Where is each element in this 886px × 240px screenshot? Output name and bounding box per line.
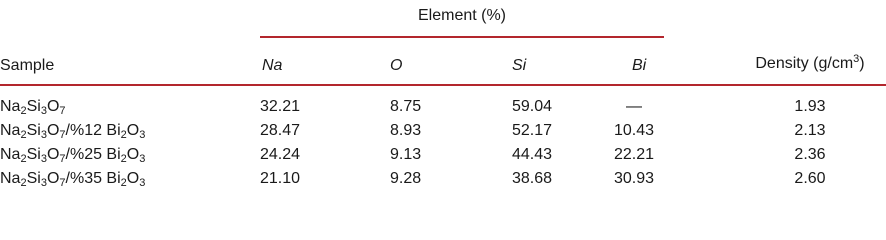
sample-cell: $Na_2Si_3O_7/\%12$ $Bi_2O_3$ bbox=[0, 122, 146, 141]
na-cell: 21.10 bbox=[260, 170, 301, 187]
o-cell: 9.28 bbox=[390, 170, 422, 187]
column-header-density: Density $(g/cm^3)$ bbox=[755, 53, 865, 72]
si-cell: 59.04 bbox=[512, 98, 553, 115]
na-cell: 24.24 bbox=[260, 146, 301, 163]
na-cell: 32.21 bbox=[260, 98, 301, 115]
density-cell: 2.36 bbox=[794, 146, 826, 163]
o-cell: 8.75 bbox=[390, 98, 422, 115]
column-header-o: O bbox=[390, 57, 403, 74]
density-cell: 1.93 bbox=[794, 98, 826, 115]
bi-cell: — bbox=[626, 98, 642, 115]
header-bottom-rule bbox=[0, 84, 886, 86]
column-header-si: Si bbox=[512, 57, 527, 74]
sample-cell: $Na_2Si_3O_7/\%35$ $Bi_2O_3$ bbox=[0, 170, 146, 189]
na-cell: 28.47 bbox=[260, 122, 301, 139]
density-cell: 2.13 bbox=[794, 122, 826, 139]
column-header-na: Na bbox=[262, 57, 283, 74]
bi-cell: 30.93 bbox=[613, 170, 655, 187]
sample-cell: $Na_2Si_3O_7/\%25$ $Bi_2O_3$ bbox=[0, 146, 146, 165]
bi-cell: 22.21 bbox=[613, 146, 655, 163]
si-cell: 38.68 bbox=[512, 170, 553, 187]
column-header-bi: Bi bbox=[632, 57, 647, 74]
bi-cell: 10.43 bbox=[613, 122, 655, 139]
si-cell: 44.43 bbox=[512, 146, 553, 163]
density-cell: 2.60 bbox=[794, 170, 826, 187]
column-header-sample: Sample bbox=[0, 57, 55, 74]
sample-cell: $Na_2Si_3O_7$ bbox=[0, 98, 66, 117]
o-cell: 8.93 bbox=[390, 122, 422, 139]
group-header-rule bbox=[260, 36, 664, 38]
group-header-element-percent: Element (%) bbox=[417, 7, 507, 24]
o-cell: 9.13 bbox=[390, 146, 422, 163]
si-cell: 52.17 bbox=[512, 122, 553, 139]
